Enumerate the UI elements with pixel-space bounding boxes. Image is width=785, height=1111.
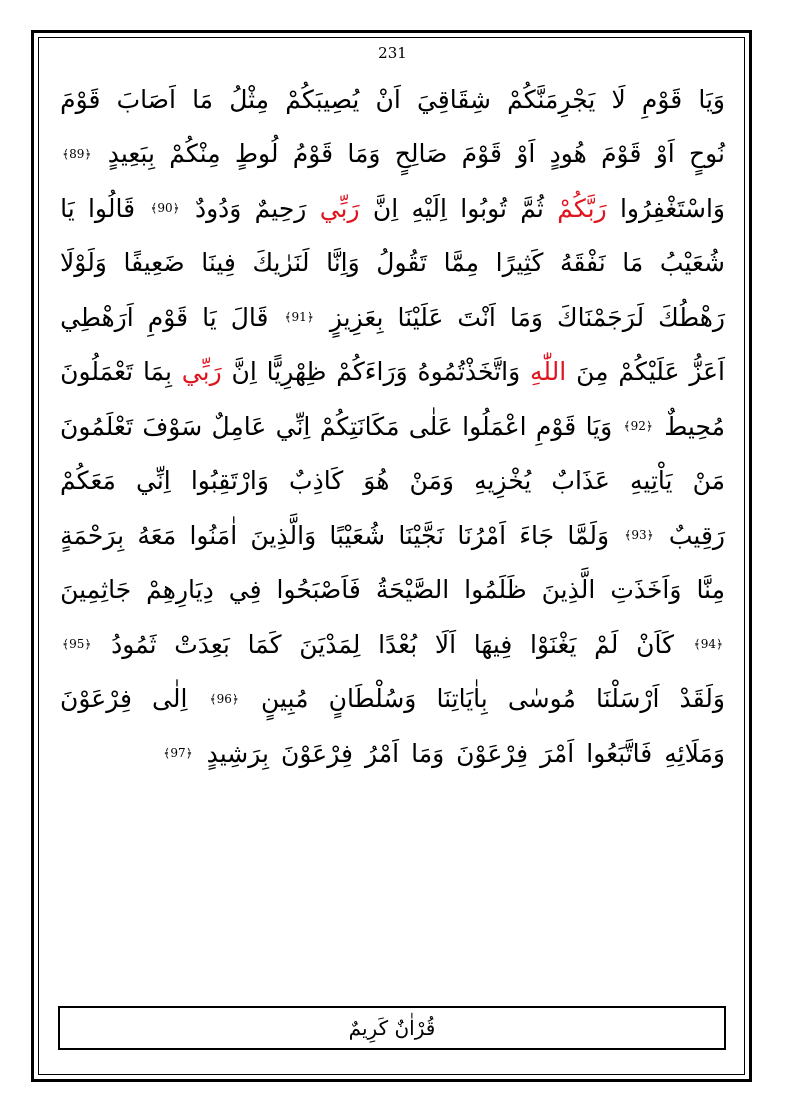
word: رَبِّي <box>319 193 360 223</box>
ayah-number-marker: ﴿89﴾ <box>62 146 92 161</box>
word: اَرَهْطِي <box>60 302 134 332</box>
word: صَالِحٍ <box>394 139 448 169</box>
word: قَوْمِ <box>641 84 683 114</box>
word: فَاتَّبَعُوا <box>586 738 653 768</box>
word: مَنْ <box>692 466 725 496</box>
word: وَلَقَدْ <box>679 684 725 714</box>
ayah-number-marker: ﴿93﴾ <box>624 528 654 543</box>
word: مِمَّا <box>443 248 480 278</box>
word: وَلَوْلَا <box>60 248 107 278</box>
word: قَالُوا <box>87 193 136 223</box>
word: اَرْسَلْنَا <box>596 684 660 714</box>
word: اللّٰهِ <box>529 357 567 387</box>
word: تَعْمَلُونَ <box>60 357 134 387</box>
word: تَقُولُ <box>376 248 427 278</box>
word: قَوْمِ <box>147 302 189 332</box>
word: عَلَيْنَا <box>397 302 444 332</box>
word: فِينَا <box>201 248 236 278</box>
word: مَكَانَتِكُمْ <box>319 411 400 441</box>
word: قَوْمِ <box>535 411 577 441</box>
text-line <box>60 672 725 727</box>
text-line <box>60 236 725 291</box>
word: وَمَلَائِهِ <box>664 738 725 768</box>
word: اَمْرُنَا <box>457 520 507 550</box>
word: قَوْمَ <box>60 84 101 114</box>
text-line <box>60 726 725 781</box>
word: اَمْرَ <box>540 738 575 768</box>
word: وَمَا <box>411 738 445 768</box>
word: وَيَا <box>698 84 725 114</box>
word: مَعَكُمْ <box>60 466 116 496</box>
word: اِنَّ <box>231 357 257 387</box>
word: اَوْ <box>516 139 536 169</box>
word: تُوبُوا <box>460 193 507 223</box>
word: فِيهَا <box>473 629 513 659</box>
word: بِعَزِيزٍ <box>329 302 384 332</box>
word: لَا <box>611 84 626 114</box>
word: لَرَجَمْنَاكَ <box>557 302 645 332</box>
word: وَيَا <box>585 411 613 441</box>
quran-text-block <box>60 72 725 781</box>
ayah-number-marker: ﴿96﴾ <box>209 691 239 706</box>
word: لَنَرٰيكَ <box>252 248 310 278</box>
word: الصَّيْحَةُ <box>375 575 450 605</box>
word: عَامِلٌ <box>211 411 267 441</box>
word: يَغْنَوْا <box>530 629 577 659</box>
word: فِرْعَوْنَ <box>281 738 353 768</box>
word: ضَعِيفًا <box>123 248 185 278</box>
word: اِنِّي <box>275 411 311 441</box>
ayah-number-marker: ﴿91﴾ <box>284 310 314 325</box>
word: مِنَّا <box>696 575 725 605</box>
word: وَرَاءَكُمْ <box>336 357 408 387</box>
word: كَثِيرًا <box>495 248 544 278</box>
word: يَجْرِمَنَّكُمْ <box>507 84 596 114</box>
text-line <box>60 345 725 400</box>
word: كَمَا <box>247 629 282 659</box>
text-line <box>60 617 725 672</box>
word: مُحِيطٌ <box>664 411 725 441</box>
word: وَمَنْ <box>409 466 454 496</box>
word: وَلَمَّا <box>567 520 610 550</box>
word: نَجَّيْنَا <box>398 520 445 550</box>
word: تَعْلَمُونَ <box>60 411 134 441</box>
word: نَفْقَهُ <box>560 248 606 278</box>
text-line <box>60 290 725 345</box>
text-line <box>60 72 725 127</box>
word: شُعَيْبُ <box>659 248 725 278</box>
word: مِثْلُ <box>229 84 270 114</box>
word: اَعَزُّ <box>689 357 725 387</box>
word: بِمَا <box>142 357 172 387</box>
word: يَا <box>202 302 217 332</box>
word: ظَلَمُوا <box>464 575 527 605</box>
word: اعْمَلُوا <box>462 411 527 441</box>
word: مَا <box>622 248 644 278</box>
word: هُودٍ <box>549 139 587 169</box>
footer-title: قُرْاٰنٌ كَرِيمٌ <box>348 1016 436 1040</box>
word: قَوْمَ <box>601 139 642 169</box>
word: الَّذِينَ <box>541 575 596 605</box>
word: مُوسٰى <box>507 684 576 714</box>
word: جَاءَ <box>519 520 555 550</box>
word: وَاِنَّا <box>326 248 360 278</box>
word: هُوَ <box>363 466 390 496</box>
word: رَهْطُكَ <box>658 302 725 332</box>
word: وَمَا <box>509 302 543 332</box>
word: لَمْ <box>594 629 619 659</box>
word: بِرَشِيدٍ <box>206 738 269 768</box>
word: عَلٰى <box>408 411 453 441</box>
word: عَلَيْكُمْ <box>618 357 680 387</box>
word: اِنِّي <box>136 466 171 496</box>
word: بَعِدَتْ <box>174 629 230 659</box>
word: اَنْ <box>375 84 401 114</box>
word: يُصِيبَكُمْ <box>285 84 360 114</box>
ayah-number-marker: ﴿95﴾ <box>62 637 92 652</box>
word: كَاذِبٌ <box>289 466 344 496</box>
word: وَارْتَقِبُوا <box>190 466 269 496</box>
word: قَوْمُ <box>292 139 334 169</box>
word: وَاسْتَغْفِرُوا <box>619 193 725 223</box>
word: اِنَّ <box>372 193 399 223</box>
text-line <box>60 454 725 509</box>
word: رَبَّكُمْ <box>557 193 607 223</box>
word: وَدُودٌ <box>194 193 242 223</box>
word: عَذَابٌ <box>551 466 610 496</box>
word: رَقِيبٌ <box>668 520 725 550</box>
ayah-number-marker: ﴿90﴾ <box>150 201 180 216</box>
word: نُوحٍ <box>688 139 725 169</box>
word: جَاثِمِينَ <box>60 575 132 605</box>
word: اَلَا <box>434 629 457 659</box>
word: اَوْ <box>655 139 675 169</box>
word: وَسُلْطَانٍ <box>328 684 417 714</box>
word: بُعْدًا <box>378 629 418 659</box>
word: يَاْتِيهِ <box>630 466 673 496</box>
word: اَصَابَ <box>116 84 176 114</box>
word: لِمَدْيَنَ <box>299 629 361 659</box>
word: يُخْزِيهِ <box>474 466 532 496</box>
text-line <box>60 563 725 618</box>
word: شِقَاقِيَ <box>416 84 491 114</box>
word: اَنْتَ <box>457 302 496 332</box>
word: اِلٰى <box>152 684 188 714</box>
word: بِرَحْمَةٍ <box>60 520 125 550</box>
word: ثُمَّ <box>520 193 544 223</box>
ayah-number-marker: ﴿94﴾ <box>693 637 723 652</box>
word: ثَمُودُ <box>111 629 157 659</box>
word: فِرْعَوْنَ <box>456 738 529 768</box>
word: مَعَهُ <box>137 520 177 550</box>
ayah-number-marker: ﴿97﴾ <box>163 746 193 761</box>
word: فَاَصْبَحُوا <box>276 575 361 605</box>
word: اِلَيْهِ <box>411 193 447 223</box>
word: مِنْكُمْ <box>169 139 221 169</box>
word: دِيَارِهِمْ <box>146 575 214 605</box>
word: اٰمَنُوا <box>189 520 238 550</box>
word: رَحِيمٌ <box>254 193 307 223</box>
word: يَا <box>60 193 75 223</box>
text-line <box>60 508 725 563</box>
word: فِرْعَوْنَ <box>60 684 132 714</box>
word: ظِهْرِيًّا <box>266 357 327 387</box>
word: مِنَ <box>576 357 609 387</box>
word: سَوْفَ <box>142 411 203 441</box>
text-line <box>60 399 725 454</box>
word: لُوطٍ <box>234 139 279 169</box>
word: شُعَيْبًا <box>329 520 386 550</box>
word: وَمَا <box>347 139 381 169</box>
word: وَالَّذِينَ <box>250 520 317 550</box>
footer-box <box>58 1006 726 1050</box>
word: مَا <box>192 84 214 114</box>
word: فِي <box>228 575 262 605</box>
text-line <box>60 127 725 182</box>
word: قَالَ <box>230 302 269 332</box>
page-number: 231 <box>378 44 407 62</box>
word: بِاٰيَاتِنَا <box>436 684 488 714</box>
word: كَاَنْ <box>636 629 674 659</box>
word: وَاَخَذَتِ <box>610 575 682 605</box>
word: رَبِّي <box>181 357 222 387</box>
ayah-number-marker: ﴿92﴾ <box>623 419 653 434</box>
word: قَوْمَ <box>461 139 502 169</box>
word: بِبَعِيدٍ <box>107 139 155 169</box>
text-line <box>60 181 725 236</box>
word: وَاتَّخَذْتُمُوهُ <box>417 357 521 387</box>
word: اَمْرُ <box>364 738 400 768</box>
word: مُبِينٍ <box>260 684 309 714</box>
